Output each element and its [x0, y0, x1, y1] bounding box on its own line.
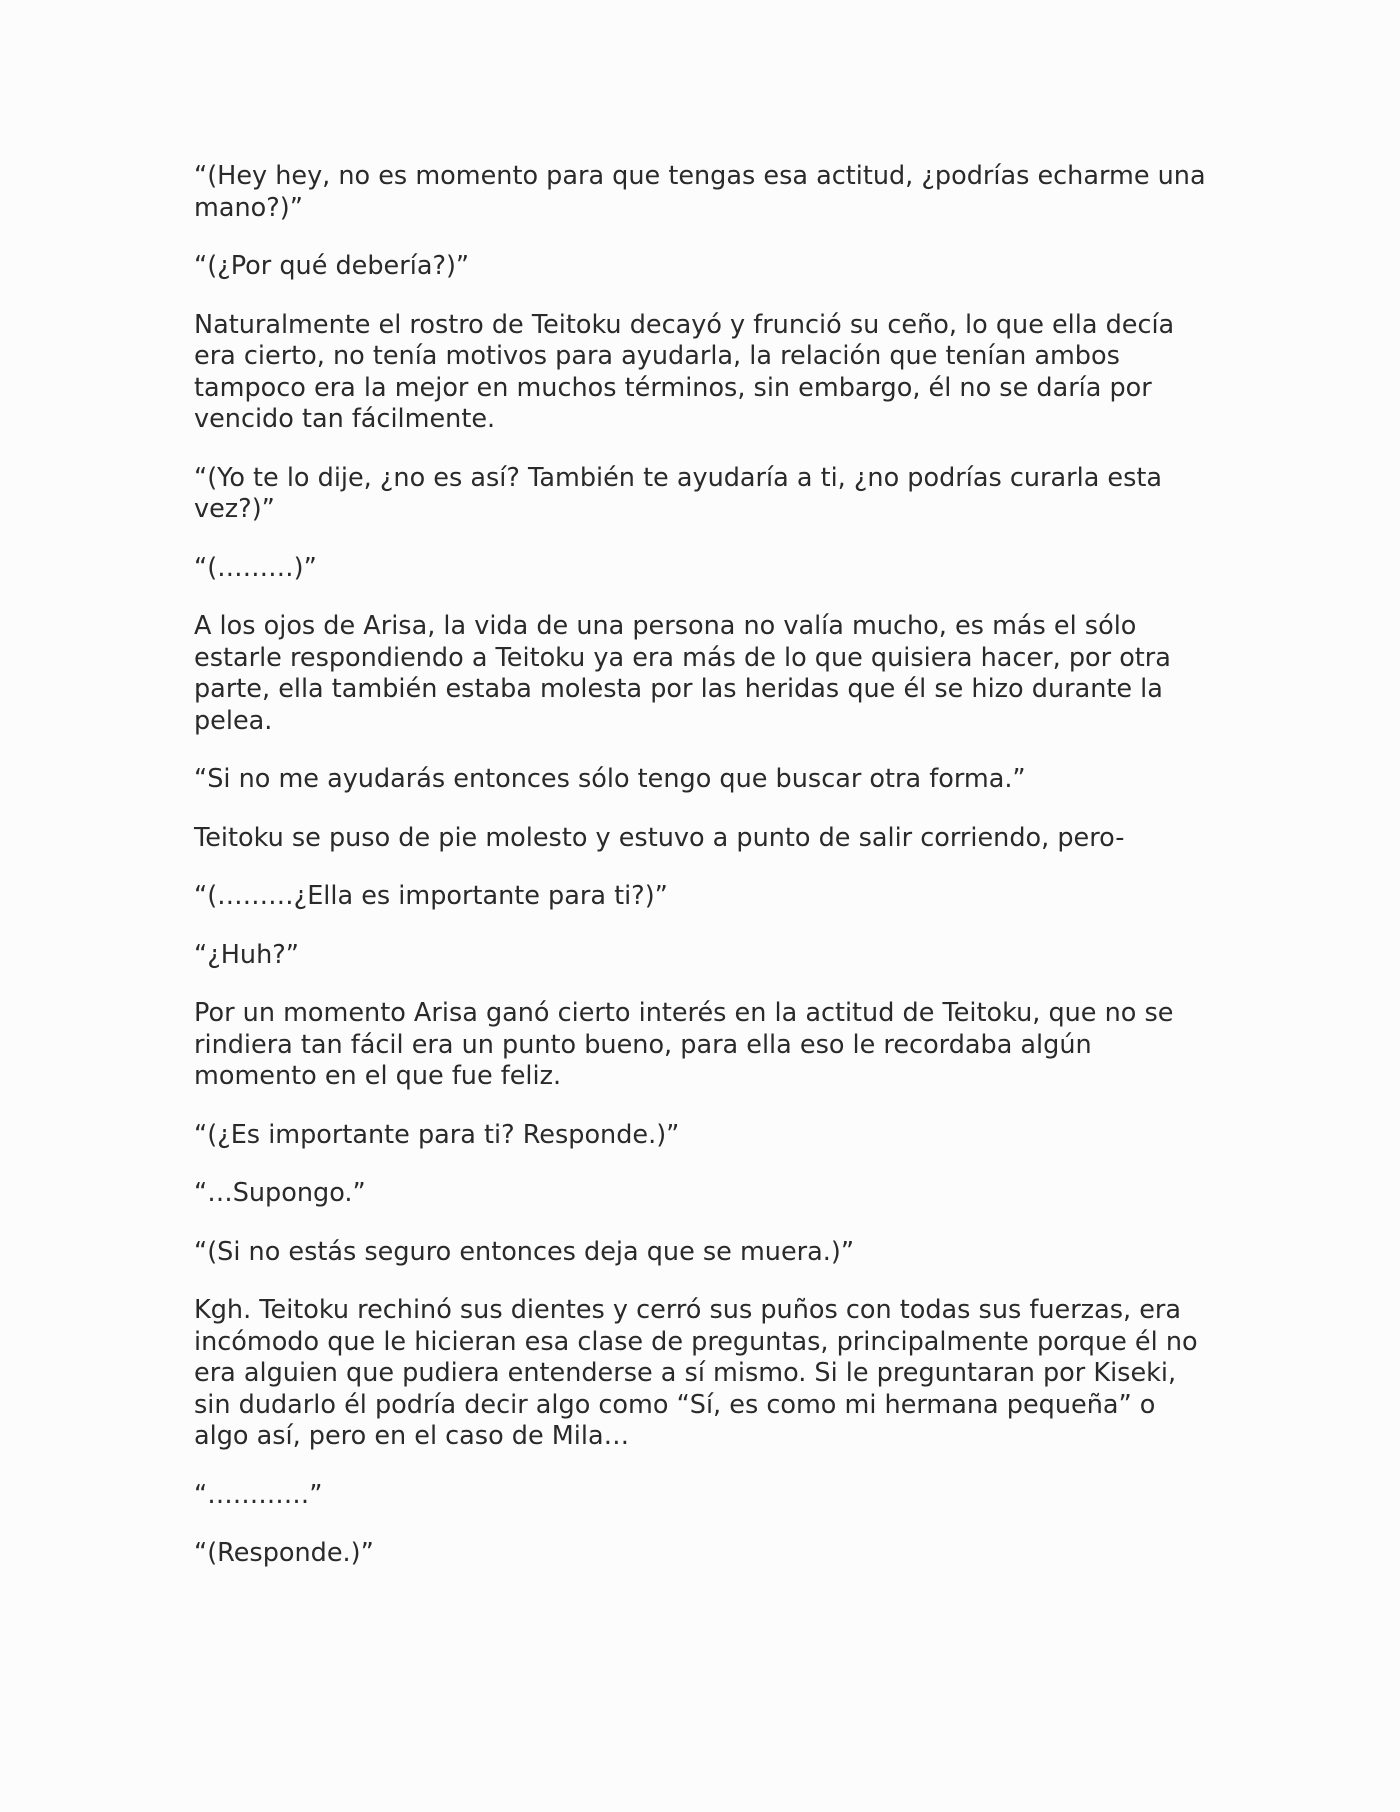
- paragraph: “…Supongo.”: [194, 1178, 366, 1208]
- paragraph: A los ojos de Arisa, la vida de una persona no valía mucho, es más el sólo estarle respondiendo a Teitoku ya era más de lo que quisiera hacer, por otra parte, ella también estaba molesta por las heridas que él se hizo durante la pelea.: [194, 611, 1171, 736]
- paragraph: Por un momento Arisa ganó cierto interés en la actitud de Teitoku, que no se rindiera tan fácil era un punto bueno, para ella eso le recordaba algún momento en el que fue feliz.: [194, 998, 1174, 1091]
- document-page: [194, 161, 1214, 1597]
- paragraph: “Si no me ayudarás entonces sólo tengo que buscar otra forma.”: [194, 764, 1026, 794]
- paragraph: “…………”: [194, 1479, 323, 1510]
- paragraph: “(………¿Ella es importante para ti?)”: [194, 881, 668, 911]
- paragraph: “(Hey hey, no es momento para que tengas esa actitud, ¿podrías echarme una mano?)”: [194, 161, 1206, 223]
- paragraph: “(¿Por qué debería?)”: [194, 251, 470, 281]
- paragraph: Naturalmente el rostro de Teitoku decayó y frunció su ceño, lo que ella decía era cierto, no tenía motivos para ayudarla, la relación que tenían ambos tampoco era la mejor en muchos términos, sin embargo, él no se daría por vencido tan fácilmente.: [194, 309, 1175, 434]
- paragraph: “(Si no estás seguro entonces deja que se muera.)”: [194, 1236, 855, 1267]
- paragraph: “¿Huh?”: [194, 939, 299, 970]
- paragraph: “(Responde.)”: [194, 1538, 374, 1568]
- paragraph: “(Yo te lo dije, ¿no es así? También te ayudaría a ti, ¿no podrías curarla esta vez?)”: [194, 462, 1163, 524]
- paragraph: “(………)”: [194, 552, 317, 583]
- paragraph: Kgh. Teitoku rechinó sus dientes y cerró sus puños con todas sus fuerzas, era incómodo que le hicieran esa clase de preguntas, principalmente porque él no era alguien que pudiera entenderse a sí mismo. Si le preguntaran por Kiseki, sin dudarlo él podría decir algo como “Sí, es como mi hermana pequeña” o algo así, pero en el caso de Mila…: [194, 1295, 1198, 1451]
- paragraph: Teitoku se puso de pie molesto y estuvo a punto de salir corriendo, pero-: [194, 822, 1125, 853]
- paragraph: “(¿Es importante para ti? Responde.)”: [194, 1119, 680, 1150]
